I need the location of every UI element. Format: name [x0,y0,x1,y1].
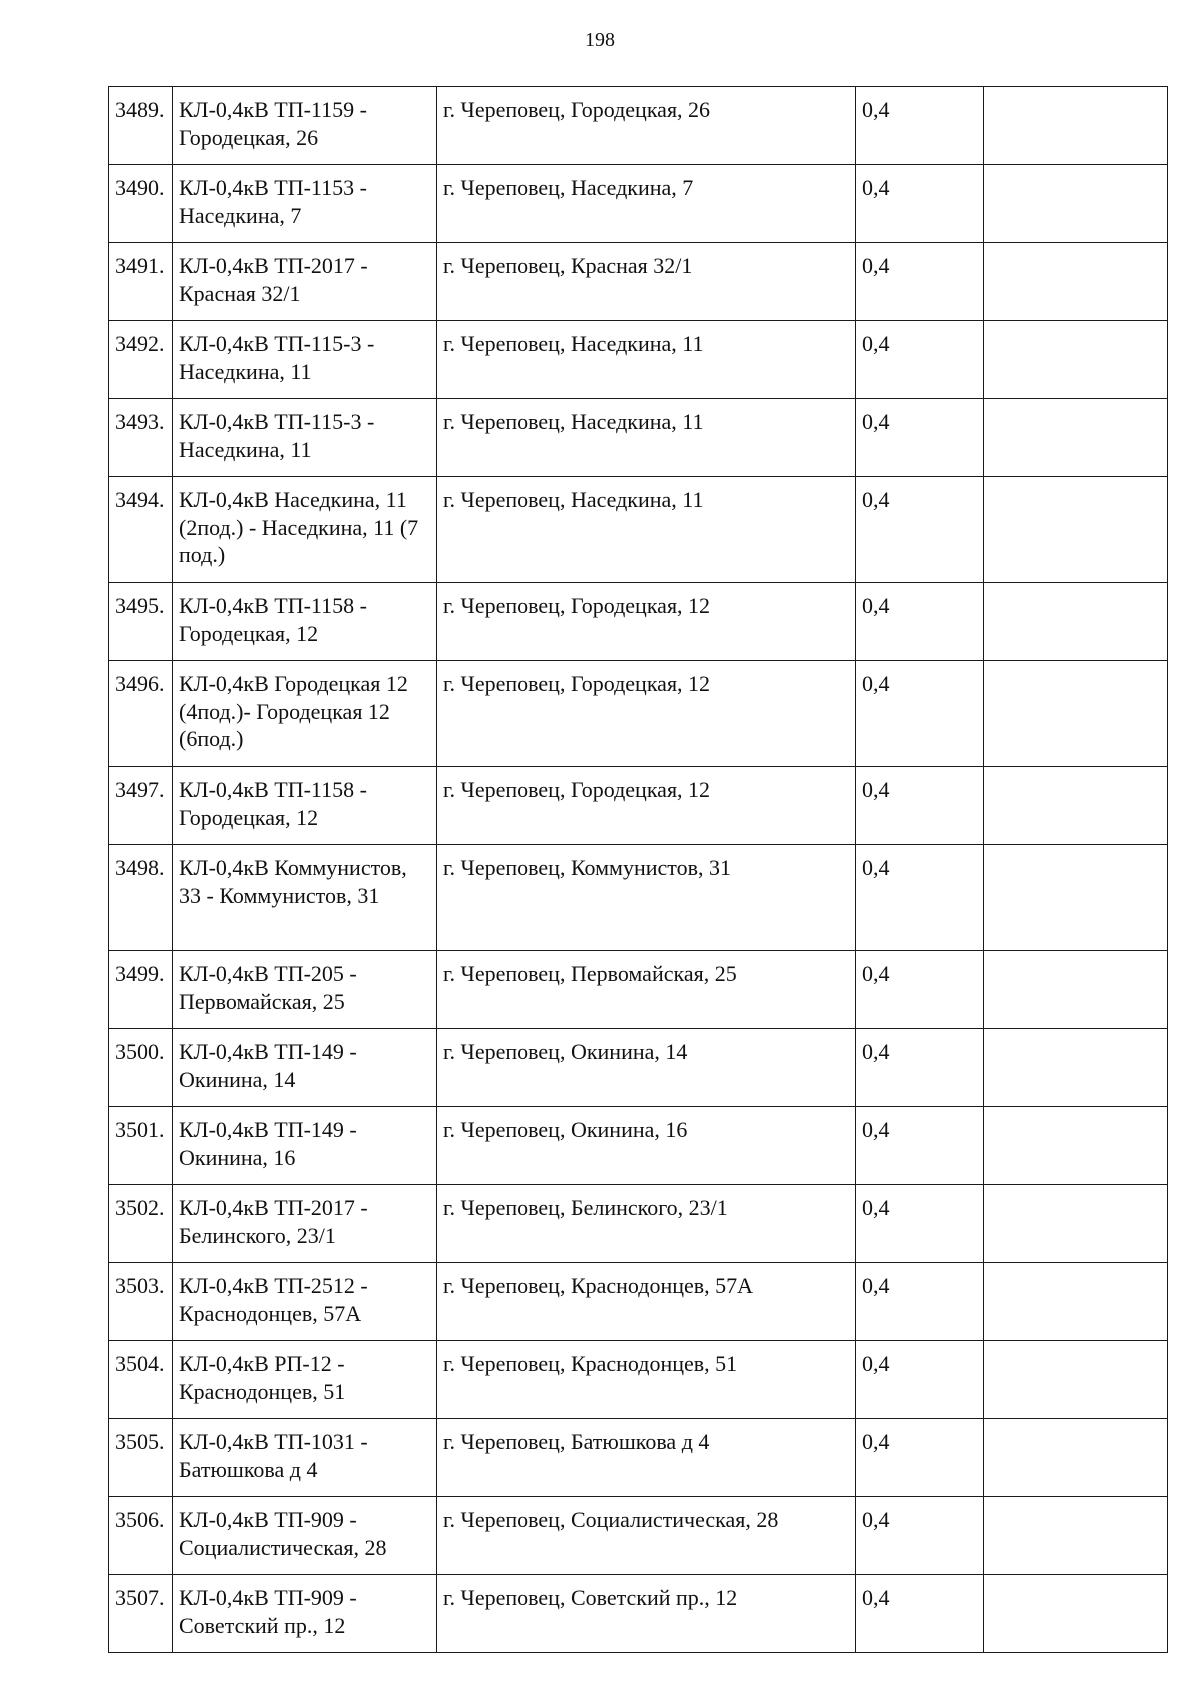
empty-cell [984,1497,1168,1575]
table-row [109,477,1168,583]
address: г. Череповец, Городецкая, 12 [437,767,856,845]
row-number: 3500. [109,1029,173,1107]
page-number: 198 [585,29,615,51]
row-number: 3504. [109,1341,173,1419]
line-name: КЛ-0,4кВ ТП-1031 - Батюшкова д 4 [173,1419,437,1497]
table-row [109,661,1168,767]
address: г. Череповец, Коммунистов, 31 [437,845,856,951]
voltage: 0,4 [856,1497,984,1575]
registry-table [108,86,1168,1653]
row-number: 3492. [109,321,173,399]
table-row [109,243,1168,321]
table-row [109,767,1168,845]
empty-cell [984,321,1168,399]
address: г. Череповец, Краснодонцев, 57А [437,1263,856,1341]
voltage: 0,4 [856,583,984,661]
voltage: 0,4 [856,1341,984,1419]
empty-cell [984,583,1168,661]
address: г. Череповец, Белинского, 23/1 [437,1185,856,1263]
row-number: 3502. [109,1185,173,1263]
empty-cell [984,165,1168,243]
row-number: 3491. [109,243,173,321]
address: г. Череповец, Городецкая, 26 [437,87,856,165]
empty-cell [984,1341,1168,1419]
empty-cell [984,1263,1168,1341]
voltage: 0,4 [856,767,984,845]
address: г. Череповец, Советский пр., 12 [437,1575,856,1653]
row-number: 3499. [109,951,173,1029]
line-name: КЛ-0,4кВ Наседкина, 11 (2под.) - Наседкина, 11 (7 под.) [173,477,437,583]
table-row [109,87,1168,165]
address: г. Череповец, Наседкина, 11 [437,477,856,583]
voltage: 0,4 [856,845,984,951]
line-name: КЛ-0,4кВ ТП-1158 - Городецкая, 12 [173,583,437,661]
empty-cell [984,1107,1168,1185]
row-number: 3497. [109,767,173,845]
voltage: 0,4 [856,321,984,399]
address: г. Череповец, Городецкая, 12 [437,661,856,767]
address: г. Череповец, Окинина, 16 [437,1107,856,1185]
table-row [109,1029,1168,1107]
voltage: 0,4 [856,1185,984,1263]
empty-cell [984,1185,1168,1263]
table-row [109,1419,1168,1497]
row-number: 3493. [109,399,173,477]
table-row [109,399,1168,477]
address: г. Череповец, Городецкая, 12 [437,583,856,661]
table-row [109,1497,1168,1575]
table-row [109,1341,1168,1419]
address: г. Череповец, Первомайская, 25 [437,951,856,1029]
voltage: 0,4 [856,243,984,321]
line-name: КЛ-0,4кВ ТП-909 - Советский пр., 12 [173,1575,437,1653]
row-number: 3489. [109,87,173,165]
table-row [109,951,1168,1029]
empty-cell [984,243,1168,321]
empty-cell [984,87,1168,165]
line-name: КЛ-0,4кВ ТП-2017 - Белинского, 23/1 [173,1185,437,1263]
table-row [109,1575,1168,1653]
address: г. Череповец, Наседкина, 11 [437,399,856,477]
line-name: КЛ-0,4кВ ТП-1159 - Городецкая, 26 [173,87,437,165]
voltage: 0,4 [856,951,984,1029]
voltage: 0,4 [856,1419,984,1497]
address: г. Череповец, Батюшкова д 4 [437,1419,856,1497]
voltage: 0,4 [856,1263,984,1341]
line-name: КЛ-0,4кВ ТП-1158 - Городецкая, 12 [173,767,437,845]
row-number: 3506. [109,1497,173,1575]
voltage: 0,4 [856,477,984,583]
table-row [109,583,1168,661]
voltage: 0,4 [856,1029,984,1107]
empty-cell [984,399,1168,477]
table-row [109,1185,1168,1263]
address: г. Череповец, Наседкина, 7 [437,165,856,243]
row-number: 3490. [109,165,173,243]
row-number: 3507. [109,1575,173,1653]
empty-cell [984,951,1168,1029]
line-name: КЛ-0,4кВ ТП-205 - Первомайская, 25 [173,951,437,1029]
row-number: 3498. [109,845,173,951]
empty-cell [984,477,1168,583]
line-name: КЛ-0,4кВ Городецкая 12 (4под.)- Городецкая 12 (6под.) [173,661,437,767]
line-name: КЛ-0,4кВ РП-12 - Краснодонцев, 51 [173,1341,437,1419]
line-name: КЛ-0,4кВ ТП-149 - Окинина, 14 [173,1029,437,1107]
address: г. Череповец, Социалистическая, 28 [437,1497,856,1575]
row-number: 3496. [109,661,173,767]
empty-cell [984,661,1168,767]
voltage: 0,4 [856,165,984,243]
line-name: КЛ-0,4кВ Коммунистов, 33 - Коммунистов, 31 [173,845,437,951]
empty-cell [984,1029,1168,1107]
address: г. Череповец, Красная 32/1 [437,243,856,321]
row-number: 3501. [109,1107,173,1185]
line-name: КЛ-0,4кВ ТП-2017 - Красная 32/1 [173,243,437,321]
table-row [109,321,1168,399]
voltage: 0,4 [856,1107,984,1185]
row-number: 3505. [109,1419,173,1497]
address: г. Череповец, Наседкина, 11 [437,321,856,399]
row-number: 3503. [109,1263,173,1341]
line-name: КЛ-0,4кВ ТП-1153 - Наседкина, 7 [173,165,437,243]
table-row [109,165,1168,243]
empty-cell [984,767,1168,845]
voltage: 0,4 [856,399,984,477]
voltage: 0,4 [856,661,984,767]
table-row [109,1107,1168,1185]
voltage: 0,4 [856,87,984,165]
line-name: КЛ-0,4кВ ТП-115-3 - Наседкина, 11 [173,321,437,399]
empty-cell [984,1575,1168,1653]
empty-cell [984,845,1168,951]
table-row [109,1263,1168,1341]
address: г. Череповец, Окинина, 14 [437,1029,856,1107]
line-name: КЛ-0,4кВ ТП-909 - Социалистическая, 28 [173,1497,437,1575]
line-name: КЛ-0,4кВ ТП-115-3 - Наседкина, 11 [173,399,437,477]
address: г. Череповец, Краснодонцев, 51 [437,1341,856,1419]
line-name: КЛ-0,4кВ ТП-2512 - Краснодонцев, 57А [173,1263,437,1341]
line-name: КЛ-0,4кВ ТП-149 - Окинина, 16 [173,1107,437,1185]
voltage: 0,4 [856,1575,984,1653]
table-row [109,845,1168,951]
row-number: 3494. [109,477,173,583]
empty-cell [984,1419,1168,1497]
row-number: 3495. [109,583,173,661]
